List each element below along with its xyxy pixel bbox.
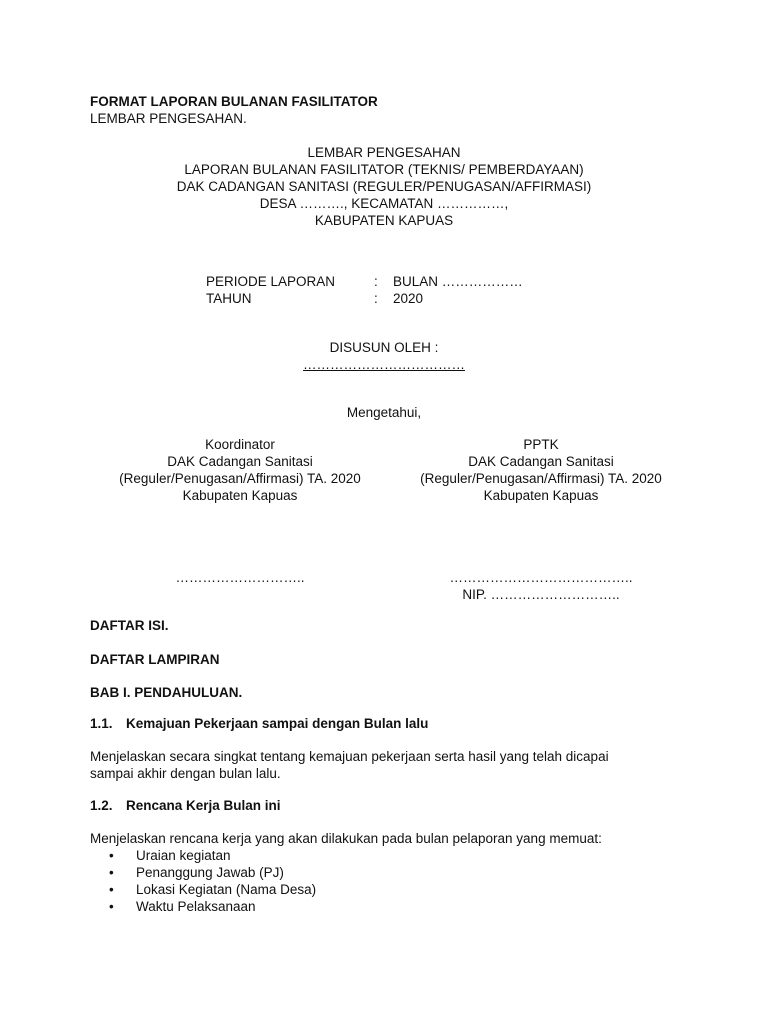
section-1-1-paragraph-line: sampai akhir dengan bulan lalu. bbox=[90, 766, 281, 781]
left-line: (Reguler/Penugasan/Affirmasi) TA. 2020 bbox=[119, 471, 361, 486]
list-item bbox=[109, 864, 316, 881]
section-1-2-title: Rencana Kerja Bulan ini bbox=[126, 798, 281, 813]
left-line: DAK Cadangan Sanitasi bbox=[167, 454, 313, 469]
plan-bullet-list bbox=[109, 847, 317, 915]
cover-line: DAK CADANGAN SANITASI (REGULER/PENUGASAN/AFFIRMASI) bbox=[176, 179, 592, 194]
year-value: 2020 bbox=[393, 291, 424, 306]
bullet-icon: • bbox=[109, 865, 114, 880]
right-line: DAK Cadangan Sanitasi bbox=[468, 454, 614, 469]
list-item-text: Waktu Pelaksanaan bbox=[136, 899, 256, 914]
right-role: PPTK bbox=[523, 437, 559, 452]
right-signature-dots: ………………………………….. bbox=[449, 570, 633, 585]
left-role: Koordinator bbox=[205, 437, 275, 452]
period-value: BULAN ……………… bbox=[393, 274, 523, 289]
section-1-2-intro: Menjelaskan rencana kerja yang akan dilakukan pada bulan pelaporan yang memuat: bbox=[90, 831, 602, 846]
right-nip: NIP. ……………………….. bbox=[462, 587, 620, 602]
list-item-text: Penanggung Jawab (PJ) bbox=[136, 865, 284, 880]
right-line: Kabupaten Kapuas bbox=[483, 488, 599, 503]
approval-left-block bbox=[90, 436, 390, 504]
section-1-1-title: Kemajuan Pekerjaan sampai dengan Bulan lalu bbox=[126, 716, 429, 731]
cover-line: DESA ………., KECAMATAN ……………, bbox=[259, 196, 509, 211]
approval-heading: Mengetahui, bbox=[346, 405, 422, 420]
bab1-heading: BAB I. PENDAHULUAN. bbox=[90, 685, 243, 700]
list-item-text: Lokasi Kegiatan (Nama Desa) bbox=[136, 882, 317, 897]
compiled-by-dots: ……………………………… bbox=[303, 357, 465, 372]
cover-line: LAPORAN BULANAN FASILITATOR (TEKNIS/ PEMBERDAYAAN) bbox=[184, 162, 584, 177]
period-colon: : bbox=[374, 274, 378, 289]
bullet-icon: • bbox=[109, 899, 114, 914]
daftar-isi-heading: DAFTAR ISI. bbox=[90, 618, 169, 633]
document-title: FORMAT LAPORAN BULANAN FASILITATOR bbox=[90, 94, 378, 109]
list-item bbox=[109, 847, 316, 864]
period-label: PERIODE LAPORAN bbox=[206, 274, 336, 289]
bullet-icon: • bbox=[109, 882, 114, 897]
cover-block bbox=[90, 144, 678, 229]
section-1-1-paragraph-line: Menjelaskan secara singkat tentang kemajuan pekerjaan serta hasil yang telah dicapai bbox=[90, 749, 609, 764]
compiled-by-label: DISUSUN OLEH : bbox=[329, 340, 439, 355]
section-1-2-number: 1.2. bbox=[90, 798, 113, 813]
bullet-icon: • bbox=[109, 848, 114, 863]
approval-right-block bbox=[391, 436, 691, 504]
left-signature-dots: ……………………….. bbox=[175, 570, 305, 585]
list-item bbox=[109, 881, 317, 898]
cover-line: KABUPATEN KAPUAS bbox=[314, 213, 454, 228]
cover-line: LEMBAR PENGESAHAN bbox=[307, 145, 461, 160]
year-label: TAHUN bbox=[206, 291, 252, 306]
year-colon: : bbox=[374, 291, 378, 306]
list-item bbox=[109, 898, 316, 915]
daftar-lampiran-heading: DAFTAR LAMPIRAN bbox=[90, 652, 220, 667]
document-subtitle: LEMBAR PENGESAHAN. bbox=[90, 111, 247, 126]
list-item-text: Uraian kegiatan bbox=[136, 848, 231, 863]
section-1-1-number: 1.1. bbox=[90, 716, 113, 731]
left-line: Kabupaten Kapuas bbox=[182, 488, 298, 503]
right-line: (Reguler/Penugasan/Affirmasi) TA. 2020 bbox=[420, 471, 662, 486]
